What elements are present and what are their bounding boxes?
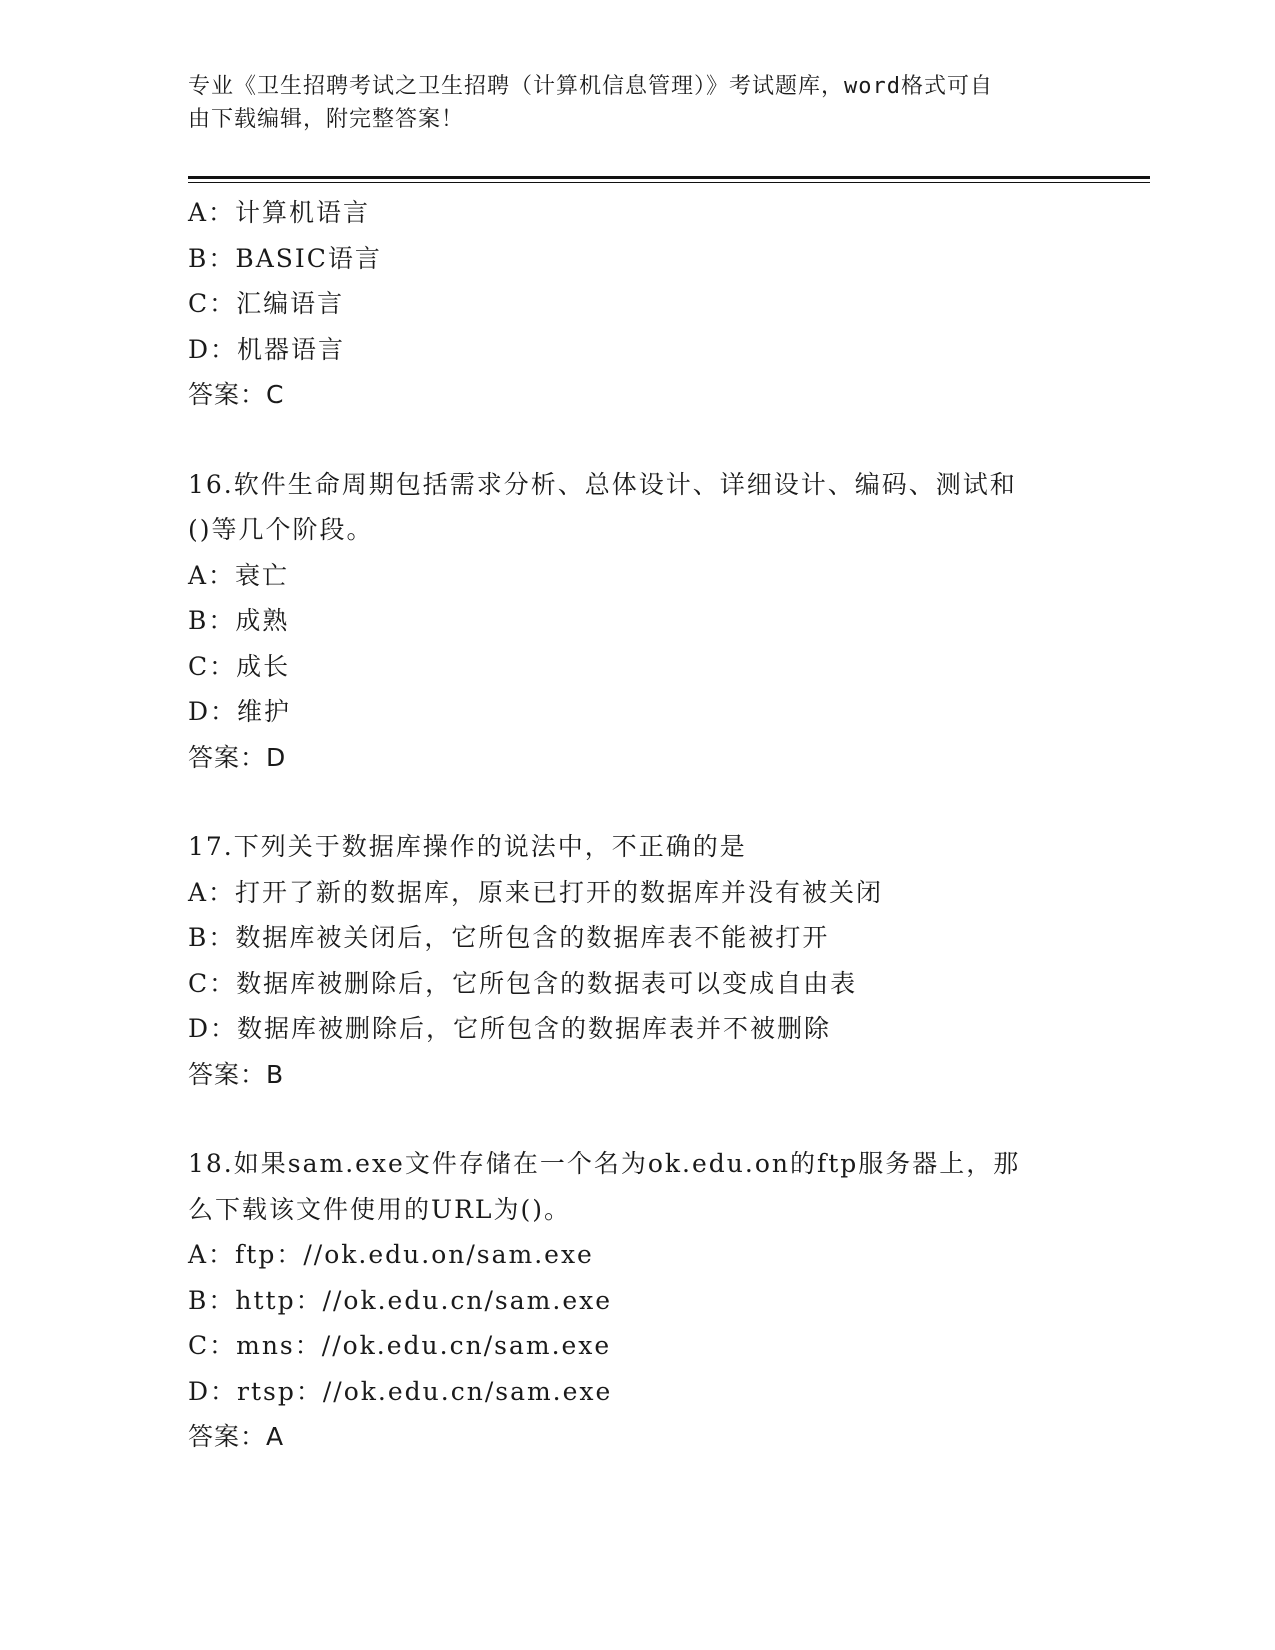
option-d: D：rtsp：//ok.edu.cn/sam.exe [188, 1376, 613, 1406]
option-c: C：成长 [188, 651, 291, 681]
question-list [188, 190, 1088, 1460]
option-a: A：打开了新的数据库，原来已打开的数据库并没有被关闭 [188, 877, 884, 907]
question-text-line-1: 18.如果sam.exe文件存储在一个名为ok.edu.on的ftp服务器上，那 [188, 1149, 1021, 1178]
block-spacer [188, 1097, 1088, 1141]
option-d: D：维护 [188, 697, 292, 726]
option-a: A：计算机语言 [188, 198, 371, 227]
option-c: C：汇编语言 [188, 289, 345, 318]
answer-line: 答案：B [188, 1059, 285, 1089]
question-text-line-2: ()等几个阶段。 [188, 515, 374, 544]
answer-line: 答案：A [188, 1422, 285, 1451]
header-line-1: 专业《卫生招聘考试之卫生招聘（计算机信息管理）》考试题库，word格式可自 [188, 74, 993, 99]
question-text-line-1: 17.下列关于数据库操作的说法中，不正确的是 [188, 832, 747, 861]
header-rule-thin [188, 182, 1150, 183]
option-b: B：数据库被关闭后，它所包含的数据库表不能被打开 [188, 923, 830, 952]
option-a: A：ftp：//ok.edu.on/sam.exe [188, 1240, 594, 1269]
question-block-15 [188, 190, 1088, 418]
option-d: D：数据库被删除后，它所包含的数据库表并不被删除 [188, 1014, 832, 1043]
question-block-16 [188, 462, 1088, 781]
option-c: C：mns：//ok.edu.cn/sam.exe [188, 1331, 612, 1360]
question-block-17 [188, 824, 1088, 1097]
question-text-line-1: 16.软件生命周期包括需求分析、总体设计、详细设计、编码、测试和 [188, 469, 1017, 499]
document-header [188, 70, 1078, 136]
header-line-2: 由下载编辑，附完整答案！ [188, 107, 465, 132]
answer-line: 答案：C [188, 380, 285, 409]
answer-line: 答案：D [188, 742, 287, 772]
option-c: C：数据库被删除后，它所包含的数据表可以变成自由表 [188, 968, 858, 998]
question-block-18 [188, 1141, 1088, 1460]
question-text-line-2: 么下载该文件使用的URL为()。 [188, 1194, 572, 1224]
option-b: B：http：//ok.edu.cn/sam.exe [188, 1285, 613, 1315]
block-spacer [188, 418, 1088, 462]
option-a: A：衰亡 [188, 560, 290, 590]
option-d: D：机器语言 [188, 334, 346, 364]
block-spacer [188, 780, 1088, 824]
header-rule-thick [188, 176, 1150, 179]
option-b: B：BASIC语言 [188, 243, 382, 273]
option-b: B：成熟 [188, 606, 290, 635]
